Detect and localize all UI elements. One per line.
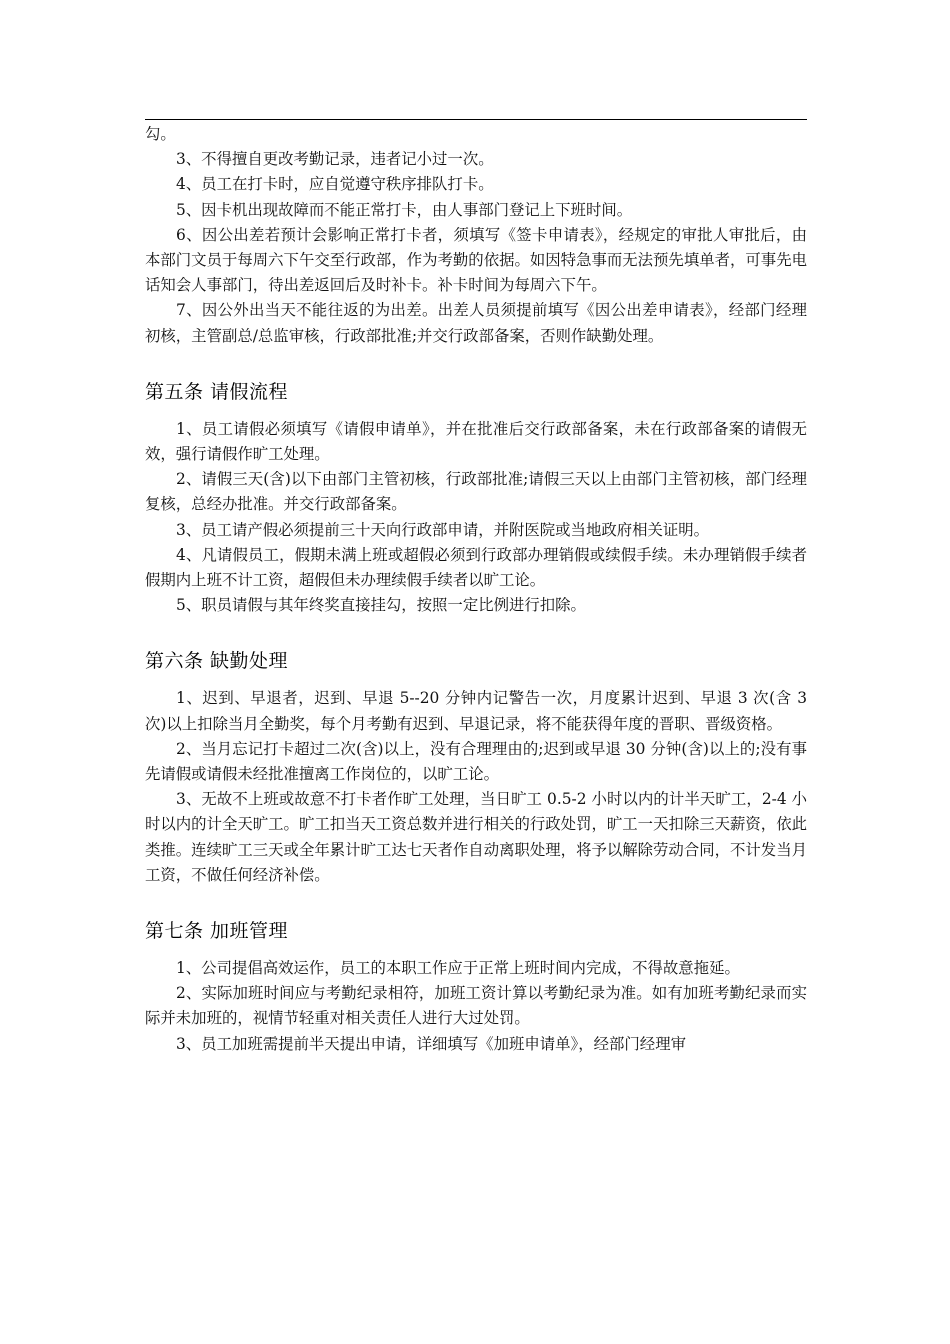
list-item: 1、员工请假必须填写《请假申请单》，并在批准后交行政部备案，未在行政部备案的请假无效，强行请假作旷工处理。	[145, 419, 807, 464]
continued-fragment: 勾。	[145, 125, 176, 143]
list-item: 1、公司提倡高效运作，员工的本职工作应于正常上班时间内完成，不得故意拖延。	[176, 959, 740, 978]
list-item: 2、请假三天(含)以下由部门主管初核，行政部批准;请假三天以上由部门主管初核，部门经理复核，总经办批准。并交行政部备案。	[145, 470, 807, 514]
list-item: 2、当月忘记打卡超过二次(含)以上，没有合理理由的;迟到或早退 30 分钟(含)以上的;没有事先请假或请假未经批准擅离工作岗位的，以旷工论。	[145, 739, 807, 784]
list-item: 3、无故不上班或故意不打卡者作旷工处理，当日旷工 0.5-2 小时以内的计半天旷工，2-4 小时以内的计全天旷工。旷工扣当天工资总数并进行相关的行政处罚，旷工一天扣除三天薪资，依此类推。连续旷工三天或全年累计旷工达七天者作自动离职处理，将予以解除劳动合同，不计发当月工资，不做任何经济补偿。	[145, 790, 807, 884]
section-absence-handling	[145, 646, 807, 888]
section-leave-process	[145, 377, 807, 619]
list-item: 4、凡请假员工，假期未满上班或超假必须到行政部办理销假或续假手续。未办理销假手续者假期内上班不计工资，超假但未办理续假手续者以旷工论。	[145, 545, 807, 590]
intro-list	[145, 147, 807, 349]
section-heading: 第六条 缺勤处理	[145, 650, 289, 673]
list-item: 3、员工请产假必须提前三十天向行政部申请，并附医院或当地政府相关证明。	[176, 520, 710, 539]
list-item: 6、因公出差若预计会影响正常打卡者，须填写《签卡申请表》，经规定的审批人审批后，由本部门文员于每周六下午交至行政部，作为考勤的依据。如因特急事而无法预先填单者，可事先电话知会人事部门，待出差返回后及时补卡。补卡时间为每周六下午。	[145, 225, 807, 295]
header-rule	[145, 119, 807, 120]
section-heading: 第七条 加班管理	[145, 920, 289, 943]
list-item: 7、因公外出当天不能往返的为出差。出差人员须提前填写《因公出差申请表》，经部门经理初核，主管副总/总监审核，行政部批准;并交行政部备案，否则作缺勤处理。	[145, 301, 807, 345]
document-body	[145, 122, 807, 1057]
list-item: 4、员工在打卡时，应自觉遵守秩序排队打卡。	[176, 175, 494, 194]
list-item: 3、不得擅自更改考勤记录，违者记小过一次。	[176, 150, 494, 169]
list-item: 2、实际加班时间应与考勤纪录相符，加班工资计算以考勤纪录为准。如有加班考勤纪录而实际并未加班的，视情节轻重对相关责任人进行大过处罚。	[145, 984, 807, 1028]
section-overtime-management	[145, 916, 807, 1057]
section-heading: 第五条 请假流程	[145, 380, 289, 403]
list-item: 5、职员请假与其年终奖直接挂勾，按照一定比例进行扣除。	[176, 596, 586, 615]
list-item: 5、因卡机出现故障而不能正常打卡，由人事部门登记上下班时间。	[176, 200, 633, 219]
list-item: 1、迟到、早退者，迟到、早退 5--20 分钟内记警告一次，月度累计迟到、早退 3 次(含 3 次)以上扣除当月全勤奖，每个月考勤有迟到、早退记录，将不能获得年度的晋职、晋级资格。	[145, 689, 807, 733]
list-item: 3、员工加班需提前半天提出申请，详细填写《加班申请单》，经部门经理审	[176, 1034, 686, 1053]
